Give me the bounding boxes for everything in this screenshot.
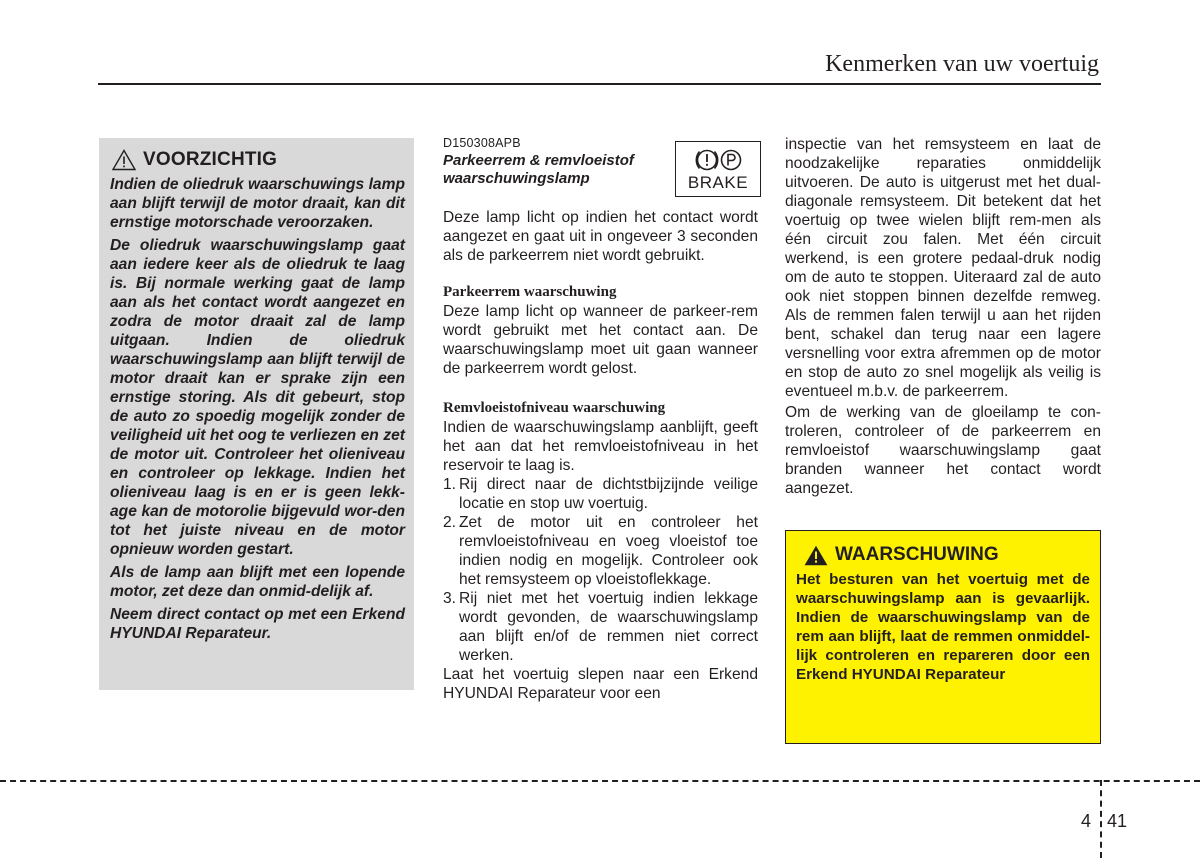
brake-label: BRAKE bbox=[687, 173, 749, 192]
warning-heading bbox=[804, 543, 1090, 567]
running-header: Kenmerken van uw voertuig bbox=[825, 51, 1099, 77]
caution-paragraph-3: Als de lamp aan blijft met een lopende motor, zet deze dan onmid-delijk af. bbox=[110, 564, 405, 600]
brake-symbol-icon bbox=[691, 146, 747, 174]
subheading-parkeerrem: Parkeerrem waarschuwing bbox=[443, 284, 617, 300]
section-heading: Parkeerrem & remvloeistof waarschuwingslamp bbox=[443, 152, 634, 187]
step-number: 1. bbox=[443, 476, 457, 493]
middle-column bbox=[443, 136, 758, 703]
subheading-remvloeistof: Remvloeistofniveau waarschuwing bbox=[443, 400, 666, 416]
section-code: D150308APB bbox=[443, 136, 521, 150]
footer-dashed-rule bbox=[0, 780, 1200, 782]
right-paragraph-2: Om de werking van de gloeilamp te con-troleren, controleer of de parkeerrem en remvloeistof waarschuwingslamp gaat branden wanneer het contact wordt aangezet. bbox=[785, 404, 1101, 497]
header-rule bbox=[98, 83, 1101, 85]
step-text: Rij direct naar de dichtstbijzijnde veilige locatie en stop uw voertuig. bbox=[459, 476, 758, 512]
parkeerrem-text: Deze lamp licht op wanneer de parkeer-rem wordt gebruikt met het contact aan. De waarschuwingslamp moet uit gaan wanneer de parkeerrem wordt gelost. bbox=[443, 303, 758, 377]
warning-triangle-icon bbox=[804, 545, 828, 566]
closing-text: Laat het voertuig slepen naar een Erkend HYUNDAI Reparateur voor een bbox=[443, 666, 758, 702]
caution-paragraph-4: Neem direct contact op met een Erkend HYUNDAI Reparateur. bbox=[110, 606, 405, 642]
brake-warning-icon bbox=[675, 141, 761, 197]
caution-paragraph-2: De oliedruk waarschuwingslamp gaat aan iedere keer als de oliedruk te laag is. Bij normale werking gaat de lamp aan als het contact wordt aangezet en zodra de motor draait zal de lamp uitgaan. Indien de oliedruk waarschuwingslamp aan blijft terwijl de motor draait kan er sprake zijn een ernstige storing. Als dit gebeurt, stop de auto zo spoedig mogelijk zonder de veiligheid uit het oog te verliezen en zet de motor uit. Controleer het olieniveau en controleer op lekkage. Indien het olieniveau laag is en er is geen lekk-age kan de motorolie bijgevuld wor-den tot het juiste niveau en de motor opnieuw worden gestart. bbox=[110, 237, 405, 558]
list-item bbox=[443, 589, 758, 665]
steps-list bbox=[443, 475, 758, 665]
caution-triangle-icon bbox=[112, 149, 136, 171]
caution-paragraph-1: Indien de oliedruk waarschuwings lamp aan blijft terwijl de motor draait, kan dit ernstige motorschade veroorzaken. bbox=[110, 176, 405, 231]
warning-box bbox=[785, 530, 1101, 744]
remvloeistof-text: Indien de waarschuwingslamp aanblijft, geeft het aan dat het remvloeistofniveau in het reservoir te laag is. bbox=[443, 419, 758, 474]
footer-dashed-divider bbox=[1100, 780, 1102, 858]
step-number: 3. bbox=[443, 590, 457, 607]
intro-text: Deze lamp licht op indien het contact wordt aangezet en gaat uit in ongeveer 3 seconden als de parkeerrem niet wordt gebruikt. bbox=[443, 209, 758, 264]
warning-title: WAARSCHUWING bbox=[835, 544, 999, 565]
step-number: 2. bbox=[443, 514, 457, 531]
caution-heading bbox=[112, 148, 405, 172]
right-column bbox=[785, 135, 1101, 498]
page-number: 41 bbox=[1107, 811, 1128, 831]
list-item bbox=[443, 475, 758, 513]
warning-text: Het besturen van het voertuig met de waarschuwingslamp aan is gevaarlijk. Indien de waarschuwingslamp van de rem aan blijft, laat de remmen onmiddel-lijk controleren en repareren door een Erkend HYUNDAI Reparateur bbox=[796, 571, 1090, 683]
chapter-number: 4 bbox=[1081, 811, 1092, 831]
list-item bbox=[443, 513, 758, 589]
caution-box bbox=[99, 138, 414, 690]
step-text: Rij niet met het voertuig indien lekkage wordt gevonden, de waarschuwingslamp aan blijft en/of de remmen niet correct werken. bbox=[459, 590, 758, 664]
caution-title: VOORZICHTIG bbox=[143, 149, 278, 170]
step-text: Zet de motor uit en controleer het remvloeistofniveau en voeg vloeistof toe indien nodig en mogelijk. Controleer ook het remsysteem op vloeistoflekkage. bbox=[459, 514, 758, 588]
right-paragraph-1: inspectie van het remsysteem en laat de noodzakelijke reparaties onmiddelijk uitvoeren. De auto is uitgerust met het dual-diagonale remsysteem. Dit betekent dat het voertuig op twee wielen blijft rem-men als één circuit zou falen. Met één circuit werkend, is een grotere pedaal-druk nodig om de auto te stoppen. Uiteraard zal de auto ook niet stoppen binnen dezelfde remweg. Als de remmen falen terwijl u aan het rijden bent, schakel dan terug naar een lagere versnelling voor extra afremmen op de motor en stop de auto zo snel mogelijk als veilig is eventueel m.b.v. de parkeerrem. bbox=[785, 136, 1101, 400]
